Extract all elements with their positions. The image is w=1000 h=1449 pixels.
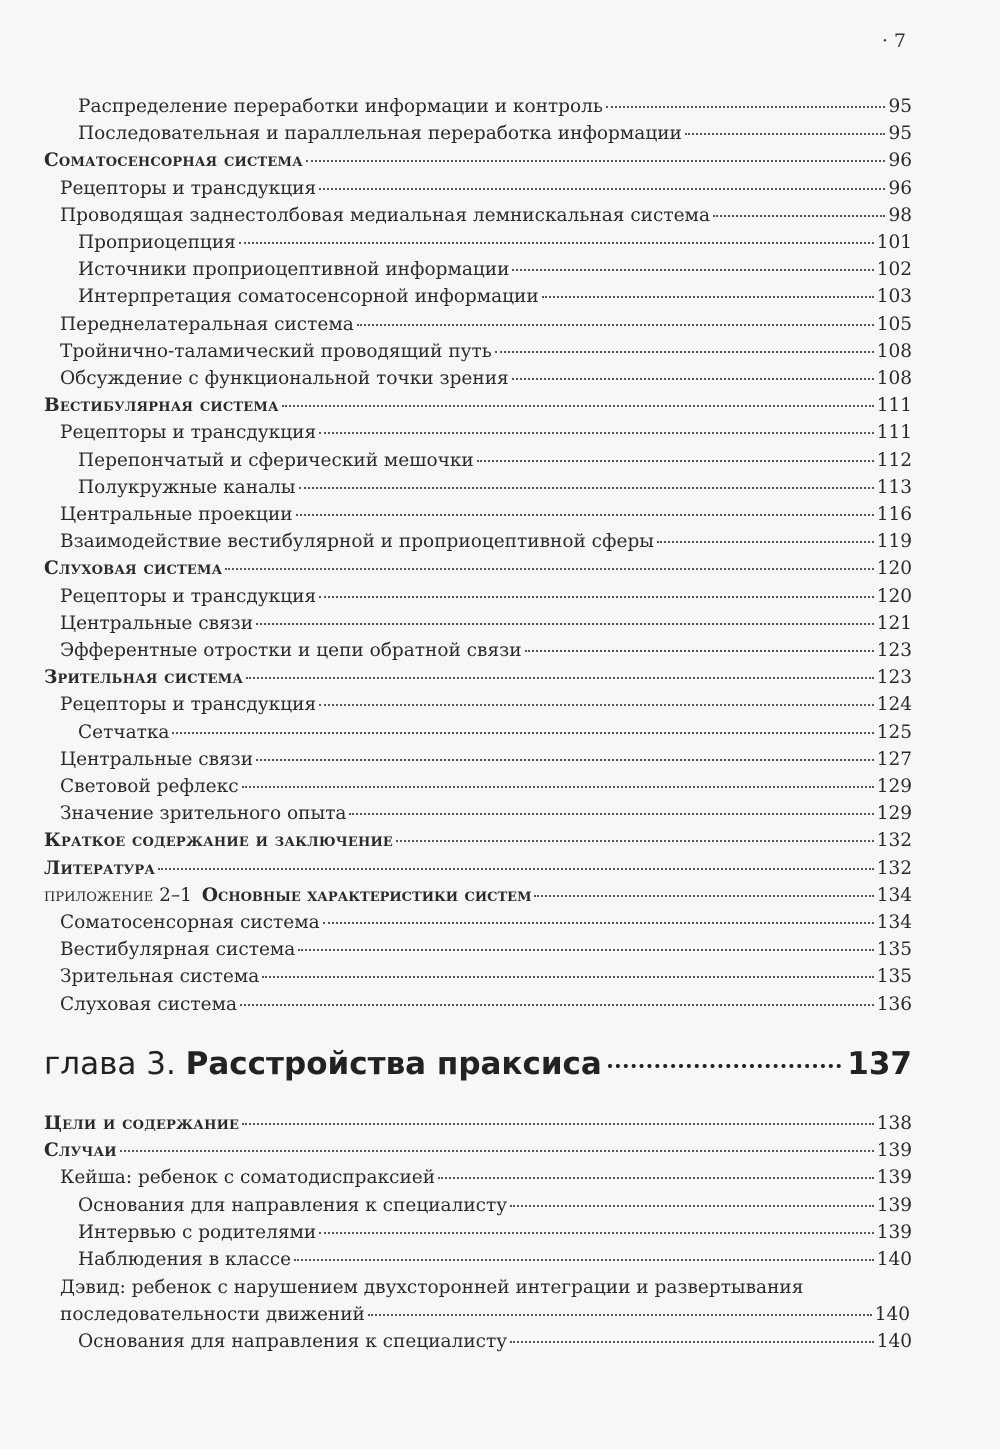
toc-page-number: 139 <box>876 1167 912 1189</box>
toc-page-number: 95 <box>888 123 912 145</box>
toc-entry <box>44 882 912 909</box>
toc-entry-label: Световой рефлекс <box>60 776 239 797</box>
toc-entry <box>78 474 912 501</box>
dot-leader <box>606 106 885 108</box>
toc-entry <box>60 175 912 202</box>
toc-entry <box>60 936 912 963</box>
toc-page-number: 140 <box>876 1249 912 1270</box>
dot-leader <box>240 1004 874 1006</box>
dot-leader <box>262 976 873 978</box>
toc-entry-label: Рецепторы и трансдукция <box>60 177 317 199</box>
toc-page-number: 121 <box>876 612 912 634</box>
dot-leader <box>319 704 874 706</box>
toc-entry <box>78 229 912 256</box>
dot-leader <box>298 949 873 951</box>
toc-entry-label: Наблюдения в классе <box>78 1249 292 1270</box>
toc-page-number: 96 <box>888 150 912 172</box>
toc-entry-label: Соматосенсорная система <box>44 150 303 172</box>
toc-entry-label: Рецепторы и трансдукция <box>60 585 317 607</box>
toc-page-number: 98 <box>888 204 912 226</box>
toc-page-number: 95 <box>888 96 912 117</box>
toc-page-number: 138 <box>876 1113 912 1134</box>
dot-leader <box>306 160 886 162</box>
dot-leader <box>534 895 873 897</box>
toc-page-number: 139 <box>876 1221 912 1243</box>
dot-leader <box>608 1064 841 1068</box>
toc-entry <box>60 338 912 365</box>
dot-leader <box>477 460 874 462</box>
dot-leader <box>349 813 873 815</box>
toc-entry <box>78 93 912 120</box>
chapter-name: Расстройства праксиса <box>185 1046 602 1082</box>
dot-leader <box>319 1232 873 1234</box>
toc-entry <box>60 202 912 229</box>
toc-page-number: 112 <box>876 449 912 471</box>
dot-leader <box>319 596 874 598</box>
toc-entry <box>60 365 912 392</box>
toc-entry-label: Проприоцепция <box>78 232 236 253</box>
toc-entry <box>60 909 912 936</box>
toc-entry <box>60 311 912 338</box>
toc-entry-label: Основания для направления к специалисту <box>78 1194 508 1216</box>
toc-page-number: 132 <box>876 830 912 852</box>
toc-entry <box>78 719 912 746</box>
dot-leader <box>172 732 873 734</box>
toc-entry <box>78 1192 912 1219</box>
toc-entry <box>44 1110 912 1137</box>
dot-leader <box>319 432 874 434</box>
dot-leader <box>319 188 885 190</box>
toc-page-number: 123 <box>876 640 912 661</box>
toc-page-number: 123 <box>876 667 912 689</box>
appendix-prefix: приложение 2–1 <box>44 884 192 906</box>
toc-entry <box>44 855 912 882</box>
toc-entry-label: Интервью с родителями <box>78 1221 317 1243</box>
toc-entry <box>44 392 912 419</box>
dot-leader <box>657 541 874 543</box>
dot-leader <box>120 1150 874 1152</box>
toc-entry-wrapped <box>60 1274 910 1328</box>
toc-page-number: 119 <box>876 531 912 553</box>
dot-leader <box>495 351 874 353</box>
dot-leader <box>512 269 873 271</box>
toc-page-number: 103 <box>876 286 912 308</box>
toc-entry <box>60 419 912 446</box>
dot-leader <box>542 296 874 298</box>
dot-leader <box>396 840 874 842</box>
toc-page-number: 108 <box>876 340 912 362</box>
dot-leader <box>256 759 874 761</box>
toc-entry <box>44 1137 912 1164</box>
toc-entry-label: Интерпретация соматосенсорной информации <box>78 286 539 308</box>
dot-leader <box>256 623 874 625</box>
toc-entry <box>60 610 912 637</box>
toc-page-number: 135 <box>876 966 912 988</box>
toc-entry <box>60 773 912 800</box>
chapter-page: 137 <box>847 1046 912 1082</box>
page-number: · 7 <box>881 30 906 52</box>
toc-entry <box>78 447 912 474</box>
toc-page-number: 111 <box>876 422 912 444</box>
toc-entry <box>60 1164 912 1191</box>
toc-entry-label: Вестибулярная система <box>44 395 279 417</box>
dot-leader <box>158 868 874 870</box>
dot-leader <box>368 1314 872 1316</box>
dot-leader <box>246 677 874 679</box>
toc-entry-label: Литература <box>44 857 156 879</box>
toc-entry <box>78 1219 912 1246</box>
toc-page-number: 136 <box>876 993 912 1015</box>
toc-page-number: 129 <box>876 803 912 825</box>
toc-entry <box>60 991 912 1018</box>
toc-entry-label: Слуховая система <box>44 558 223 580</box>
toc-page-number: 111 <box>876 395 912 417</box>
dot-leader <box>323 922 874 924</box>
dot-leader <box>294 1259 874 1261</box>
toc-entry <box>60 746 912 773</box>
toc-page-number: 139 <box>876 1140 912 1162</box>
toc-entry-label: Зрительная система <box>60 966 260 988</box>
toc-page-number: 101 <box>876 232 912 253</box>
toc-entry-label: Рецепторы и трансдукция <box>60 694 317 716</box>
toc-entry-label: Слуховая система <box>60 993 238 1015</box>
toc-entry <box>60 637 912 664</box>
toc-entry-label: Сетчатка <box>78 721 170 743</box>
dot-leader <box>282 405 874 407</box>
dot-leader <box>510 1341 874 1343</box>
toc-entry-label: Перепончатый и сферический мешочки <box>78 449 474 471</box>
toc-entry <box>60 501 912 528</box>
toc-entry <box>44 147 912 174</box>
toc-page-number: 132 <box>876 857 912 879</box>
toc-page-number: 140 <box>876 1331 912 1352</box>
toc-page-number: 135 <box>876 939 912 961</box>
toc-entry-label: Обсуждение с функциональной точки зрения <box>60 368 509 389</box>
toc-entry-label: Зрительная система <box>44 667 244 689</box>
toc-entry-label: Основания для направления к специалисту <box>78 1331 508 1352</box>
toc-entry <box>78 256 912 283</box>
dot-leader <box>239 242 874 244</box>
toc-entry <box>60 583 912 610</box>
dot-leader <box>296 514 874 516</box>
toc-entry-label: Соматосенсорная система <box>60 912 320 933</box>
toc-page-number: 129 <box>876 776 912 797</box>
toc-page-number: 140 <box>874 1304 910 1325</box>
toc-entry-label: Цели и содержание <box>44 1113 240 1134</box>
toc-entry-line2: последовательности движений <box>60 1304 365 1325</box>
dot-leader <box>242 1123 874 1125</box>
toc-page-number: 127 <box>876 748 912 770</box>
toc-page-number: 120 <box>876 558 912 580</box>
toc-entry <box>78 1246 912 1273</box>
toc-page-number: 124 <box>876 694 912 716</box>
dot-leader <box>242 786 874 788</box>
chapter-prefix: глава 3. <box>44 1046 176 1082</box>
dot-leader <box>713 215 885 217</box>
toc-entry-label: Взаимодействие вестибулярной и проприоцептивной сферы <box>60 531 655 553</box>
chapter-title <box>44 1046 602 1082</box>
toc-entry-label: Проводящая заднестолбовая медиальная лемнискальная система <box>60 204 710 226</box>
toc-page-number: 125 <box>876 721 912 743</box>
toc-page-number: 134 <box>876 912 912 933</box>
chapter-heading <box>44 1046 912 1090</box>
toc-entry <box>44 827 912 854</box>
dot-leader <box>525 650 874 652</box>
toc-entry <box>78 283 912 310</box>
dot-leader <box>357 324 874 326</box>
toc-entry-label: Рецепторы и трансдукция <box>60 422 317 444</box>
toc-entry-line1: Дэвид: ребенок с нарушением двухсторонней интеграции и развертывания <box>60 1277 804 1298</box>
appendix-title: Основные характеристики систем <box>201 884 532 906</box>
toc-page-number: 102 <box>876 259 912 281</box>
toc-page-number: 139 <box>876 1194 912 1216</box>
toc-entry-label: Значение зрительного опыта <box>60 803 347 825</box>
toc-entry-label: Эфферентные отростки и цепи обратной связи <box>60 640 522 661</box>
dot-leader <box>685 133 886 135</box>
toc-entry-label: Вестибулярная система <box>60 939 296 961</box>
toc-entry <box>78 120 912 147</box>
toc-page-number: 134 <box>876 884 912 906</box>
toc-entry-label: Кейша: ребенок с соматодиспраксией <box>60 1167 436 1189</box>
toc-entry-label: Центральные проекции <box>60 504 293 525</box>
toc-entry <box>60 963 912 990</box>
toc-page-number: 96 <box>888 177 912 199</box>
toc-entry-label: Распределение переработки информации и контроль <box>78 96 603 117</box>
toc-page-number: 116 <box>876 504 912 525</box>
toc-entry <box>60 691 912 718</box>
toc-page-number: 105 <box>876 313 912 335</box>
toc-entry <box>60 800 912 827</box>
dot-leader <box>512 378 874 380</box>
dot-leader <box>510 1205 874 1207</box>
dot-leader <box>438 1177 874 1179</box>
toc-entry-label: Полукружные каналы <box>78 476 296 498</box>
toc-page-number: 108 <box>876 368 912 389</box>
toc-entry <box>44 555 912 582</box>
toc-entry-label: Переднелатеральная система <box>60 313 354 335</box>
toc-entry <box>78 1328 912 1355</box>
toc-entry-label <box>44 882 531 909</box>
toc-entry-label: Тройнично-таламический проводящий путь <box>60 340 492 362</box>
toc-page-number: 113 <box>876 476 912 498</box>
toc-entry-label: Случаи <box>44 1140 117 1162</box>
toc-entry-label: Краткое содержание и заключение <box>44 830 394 852</box>
dot-leader <box>225 568 873 570</box>
toc-entry <box>60 528 912 555</box>
toc-page-number: 120 <box>876 585 912 607</box>
dot-leader <box>299 487 874 489</box>
toc-entry <box>44 664 912 691</box>
toc-entry-label: Центральные связи <box>60 748 254 770</box>
toc-entry-label: Центральные связи <box>60 612 254 634</box>
toc-entry-label: Последовательная и параллельная переработка информации <box>78 123 682 145</box>
toc-entry-label: Источники проприоцептивной информации <box>78 259 510 281</box>
